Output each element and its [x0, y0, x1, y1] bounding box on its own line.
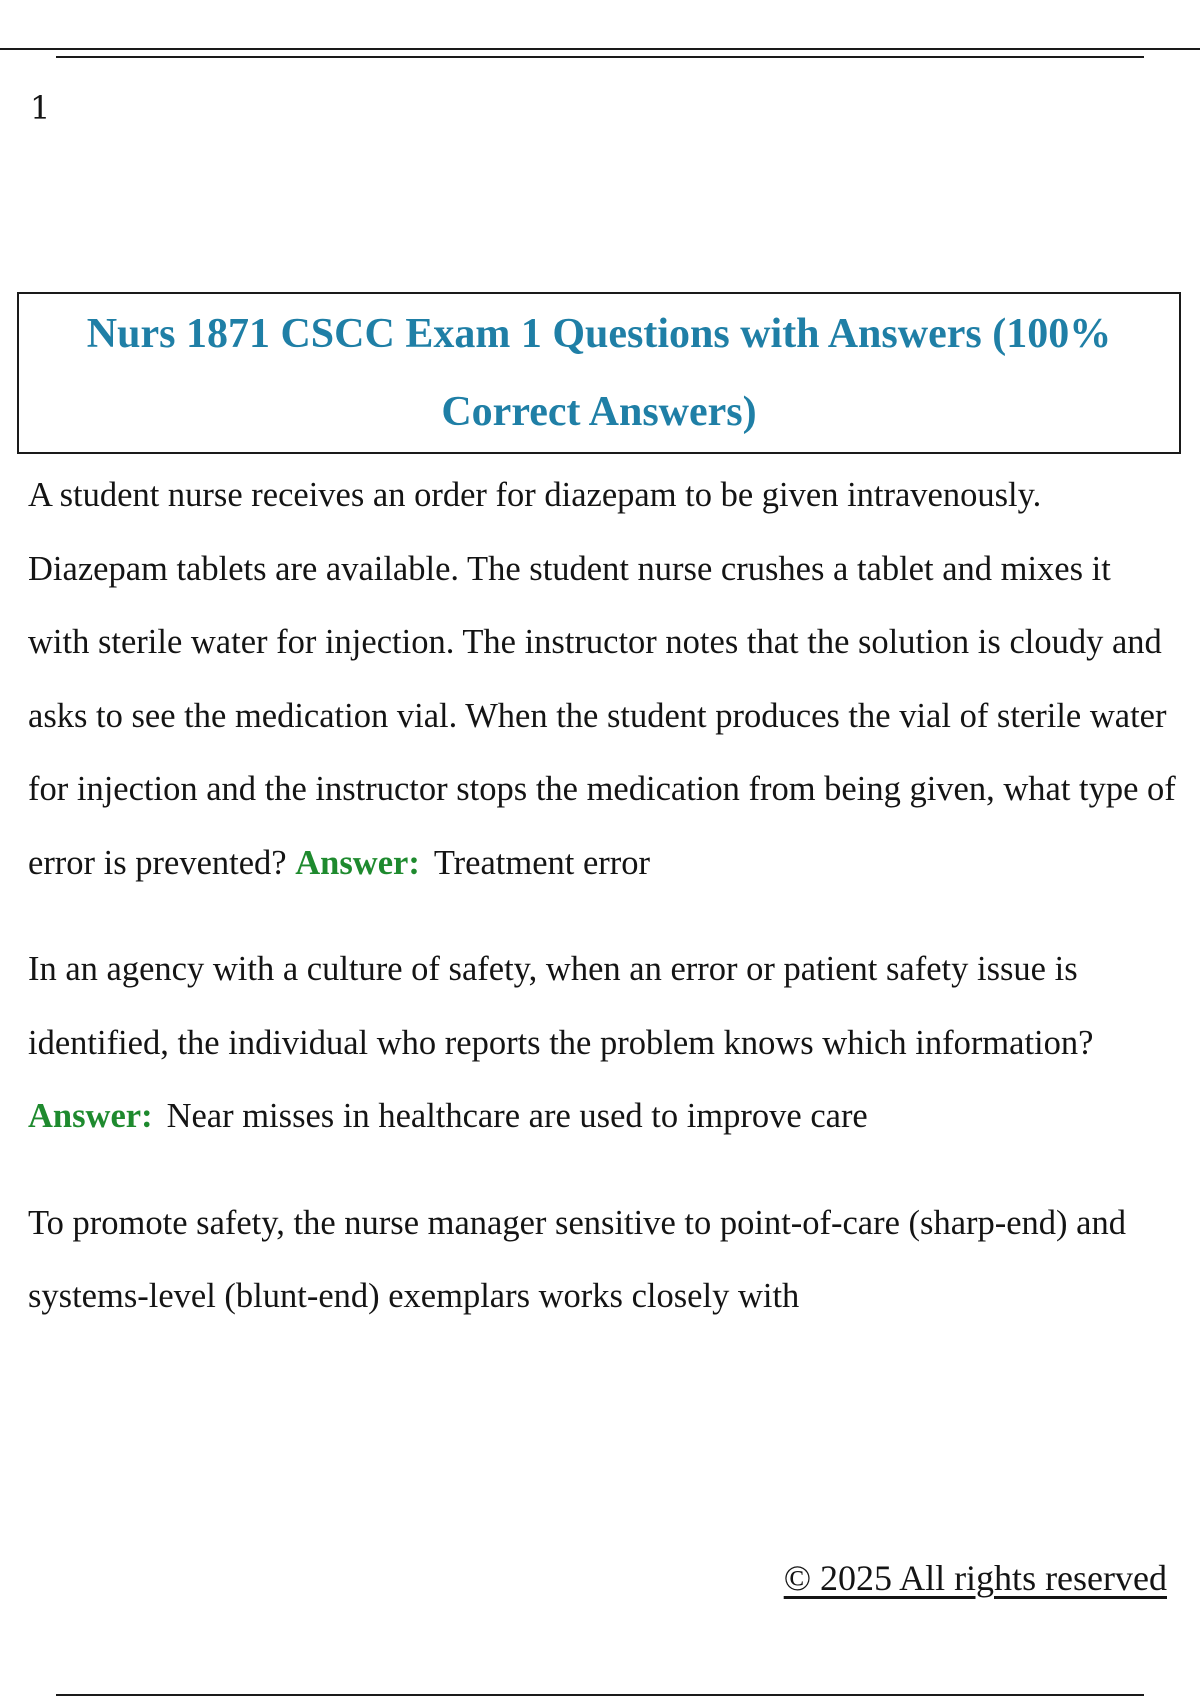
qa-item [28, 459, 1178, 900]
answer-label: Answer: [295, 843, 420, 882]
top-rule-outer [0, 48, 1200, 50]
qa-item [28, 933, 1178, 1154]
document-title: Nurs 1871 CSCC Exam 1 Questions with Answers (100% Correct Answers) [86, 311, 1112, 435]
question-text: To promote safety, the nurse manager sensitive to point-of-care (sharp-end) and systems-level (blunt-end) exemplars works closely with [28, 1203, 1126, 1315]
answer-text: Near misses in healthcare are used to improve care [166, 1097, 868, 1135]
bottom-rule [56, 1694, 1144, 1696]
top-rule-inner [56, 56, 1144, 58]
document-body [28, 459, 1178, 1367]
page-number: 1 [30, 89, 51, 127]
answer-label: Answer: [28, 1097, 153, 1135]
qa-item-partial [28, 1187, 1178, 1334]
question-text: In an agency with a culture of safety, when an error or patient safety issue is identified, the individual who reports the problem knows which information? [28, 950, 1094, 1062]
question-text: A student nurse receives an order for diazepam to be given intravenously. Diazepam tablets are available. The student nurse crushes a tablet and mixes it with sterile water for injection. The instructor notes that the solution is cloudy and asks to see the medication vial. When the student produces the vial of sterile water for injection and the instructor stops the medication from being given, what type of error is prevented? [28, 476, 1176, 882]
copyright-notice: © 2025 All rights reserved [783, 1558, 1167, 1598]
answer-text: Treatment error [433, 843, 651, 882]
title-box [17, 292, 1181, 454]
